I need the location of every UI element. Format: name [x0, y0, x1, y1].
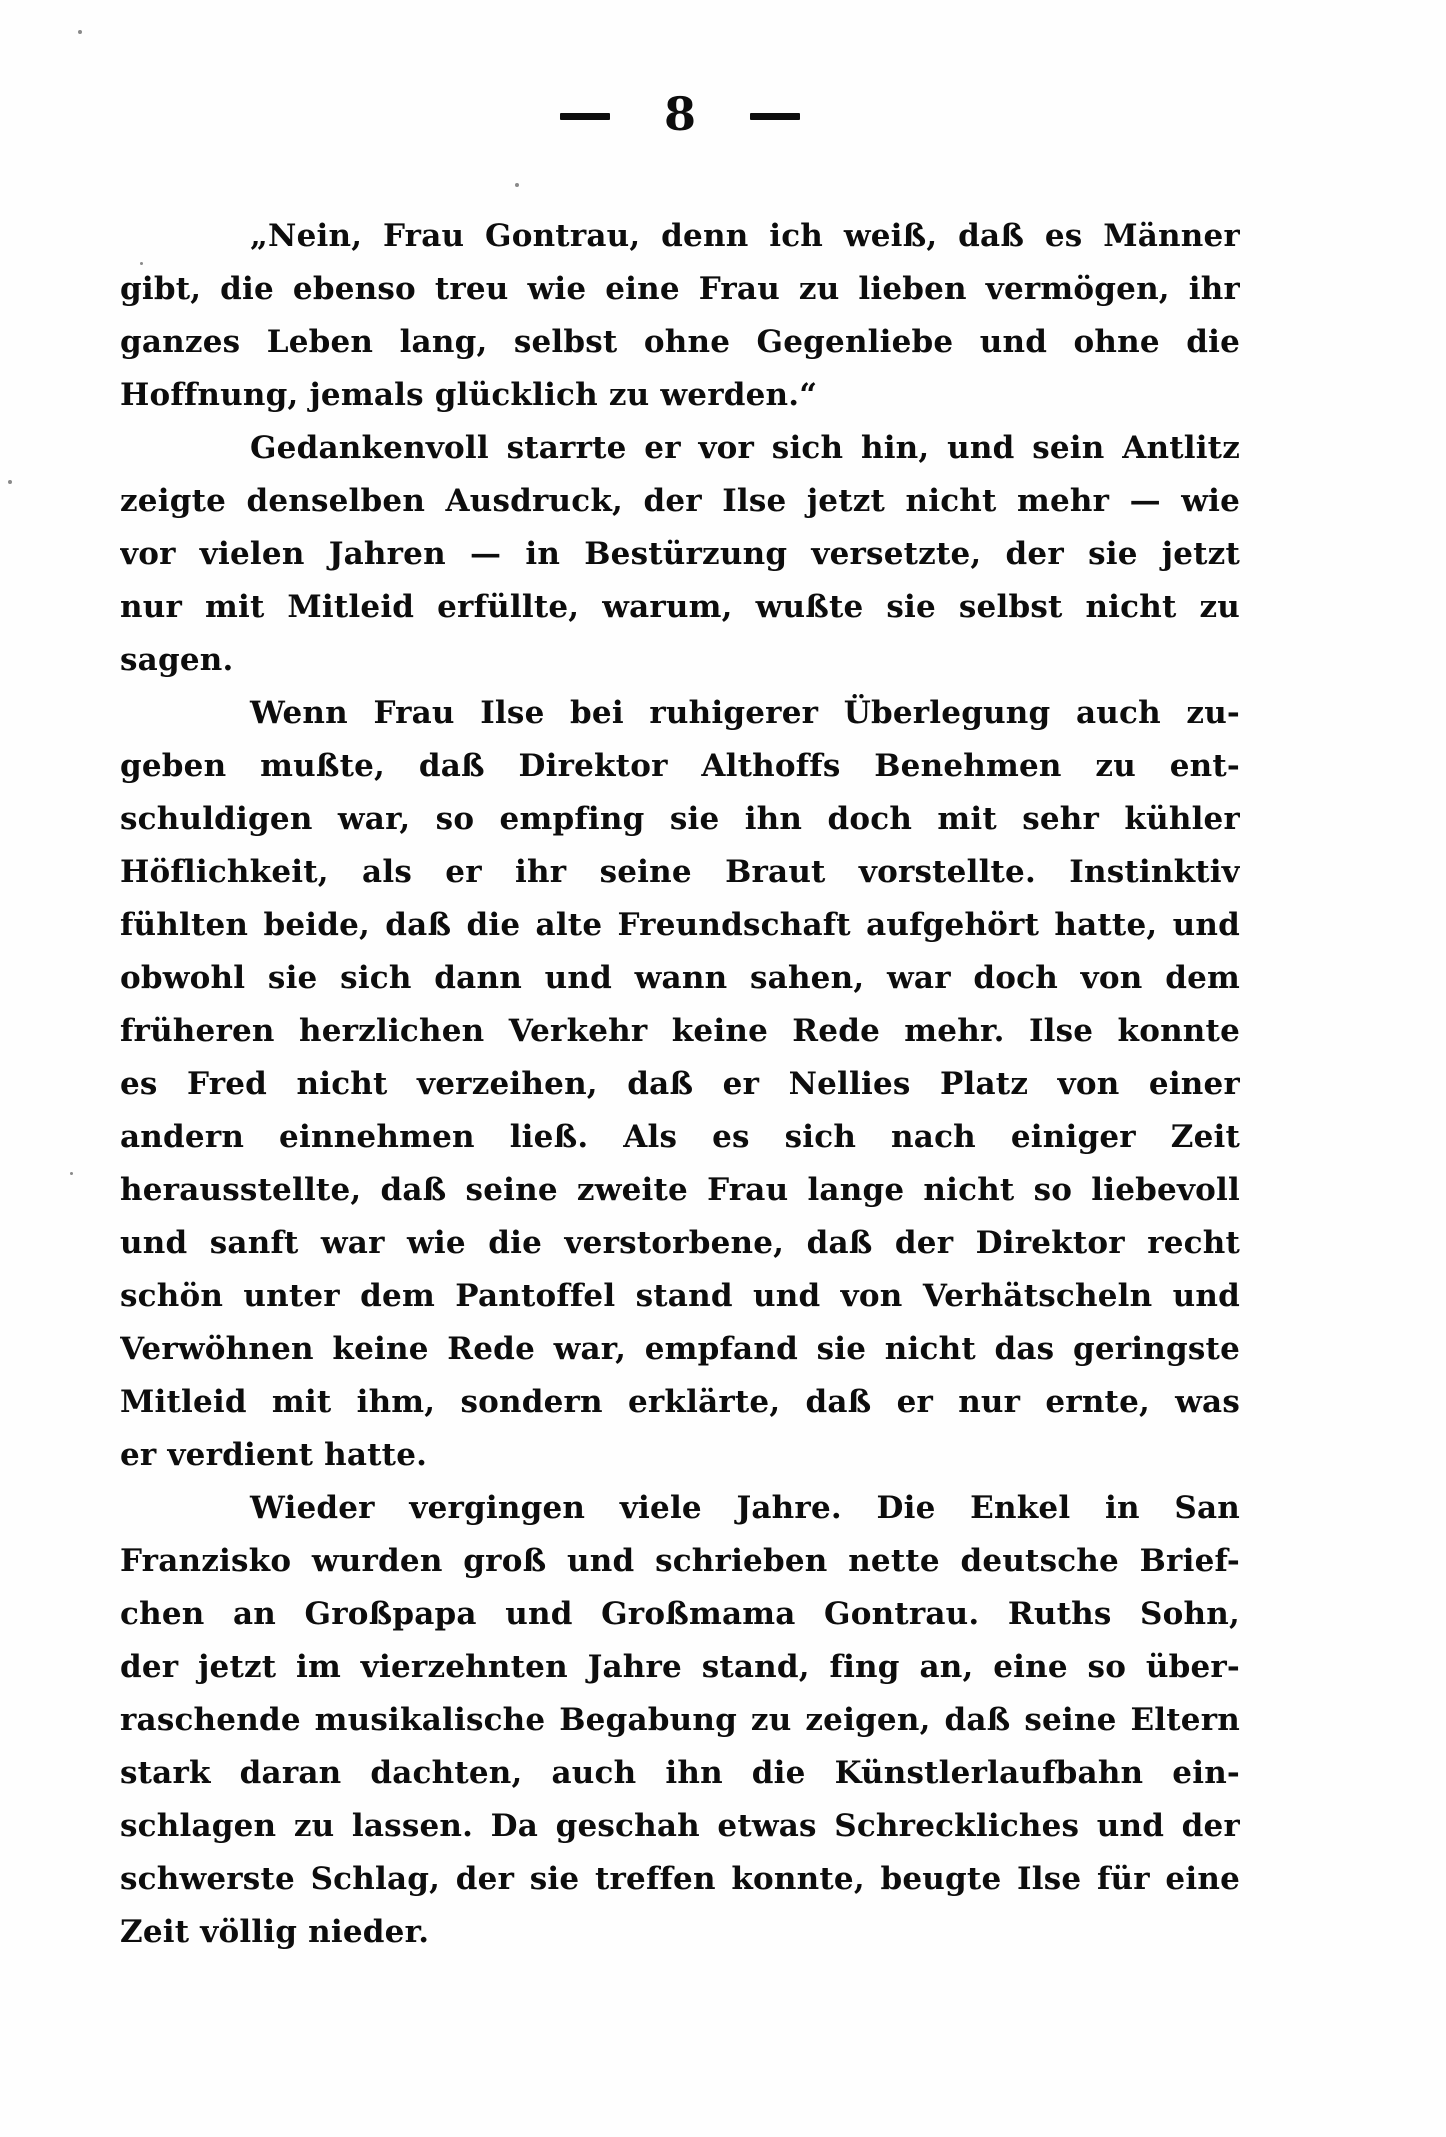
text-line: schwerste Schlag, der sie treffen konnte, beugte Ilse für eine [120, 1861, 1240, 1897]
text-line: schlagen zu lassen. Da geschah etwas Schreckliches und der [120, 1808, 1240, 1844]
text-line: Höflichkeit, als er ihr seine Braut vorstellte. Instinktiv [120, 854, 1240, 890]
text-line: es Fred nicht verzeihen, daß er Nellies Platz von einer [120, 1066, 1240, 1102]
text-line: andern einnehmen ließ. Als es sich nach einiger Zeit [120, 1119, 1240, 1155]
scan-speck [78, 30, 82, 34]
text-line: ganzes Leben lang, selbst ohne Gegenliebe und ohne die [120, 324, 1240, 360]
text-line: der jetzt im vierzehnten Jahre stand, fing an, eine so über- [120, 1649, 1240, 1685]
text-line: „Nein, Frau Gontrau, denn ich weiß, daß es Männer [250, 218, 1240, 254]
text-line: Wieder vergingen viele Jahre. Die Enkel in San [250, 1490, 1240, 1526]
text-line: schuldigen war, so empfing sie ihn doch mit sehr kühler [120, 801, 1240, 837]
text-line: herausstellte, daß seine zweite Frau lange nicht so liebevoll [120, 1172, 1240, 1208]
text-line: er verdient hatte. [120, 1437, 428, 1473]
text-line: vor vielen Jahren — in Bestürzung versetzte, der sie jetzt [120, 536, 1240, 572]
text-line: Wenn Frau Ilse bei ruhigerer Überlegung auch zu- [250, 695, 1240, 731]
text-line: zeigte denselben Ausdruck, der Ilse jetzt nicht mehr — wie [120, 483, 1240, 519]
text-line: sagen. [120, 642, 234, 678]
text-line: fühlten beide, daß die alte Freundschaft aufgehört hatte, und [120, 907, 1240, 943]
text-line: Zeit völlig nieder. [120, 1914, 430, 1950]
page-number: 8 [663, 87, 696, 141]
text-line: raschende musikalische Begabung zu zeigen, daß seine Eltern [120, 1702, 1240, 1738]
text-line: Gedankenvoll starrte er vor sich hin, und sein Antlitz [250, 430, 1240, 466]
text-line: Verwöhnen keine Rede war, empfand sie nicht das geringste [120, 1331, 1240, 1367]
text-line: Hoffnung, jemals glücklich zu werden.“ [120, 377, 818, 413]
text-line: und sanft war wie die verstorbene, daß der Direktor recht [120, 1225, 1240, 1261]
scan-speck [515, 183, 519, 187]
text-line: nur mit Mitleid erfüllte, warum, wußte sie selbst nicht zu [120, 589, 1240, 625]
scan-speck [70, 1172, 73, 1175]
page-header [120, 86, 1240, 146]
text-line: chen an Großpapa und Großmama Gontrau. Ruths Sohn, [120, 1596, 1240, 1632]
text-line: stark daran dachten, auch ihn die Künstlerlaufbahn ein- [120, 1755, 1240, 1791]
text-line: früheren herzlichen Verkehr keine Rede mehr. Ilse konnte [120, 1013, 1240, 1049]
text-line: obwohl sie sich dann und wann sahen, war doch von dem [120, 960, 1240, 996]
text-line: gibt, die ebenso treu wie eine Frau zu lieben vermögen, ihr [120, 271, 1240, 307]
text-line: Mitleid mit ihm, sondern erklärte, daß er nur ernte, was [120, 1384, 1240, 1420]
header-right-rule [750, 113, 800, 120]
text-line: Franzisko wurden groß und schrieben nette deutsche Brief- [120, 1543, 1240, 1579]
text-line: geben mußte, daß Direktor Althoffs Benehmen zu ent- [120, 748, 1240, 784]
scan-speck [140, 262, 143, 265]
page-text [120, 210, 1240, 1959]
header-left-rule [560, 113, 610, 120]
scan-speck [8, 480, 12, 484]
text-line: schön unter dem Pantoffel stand und von Verhätscheln und [120, 1278, 1240, 1314]
